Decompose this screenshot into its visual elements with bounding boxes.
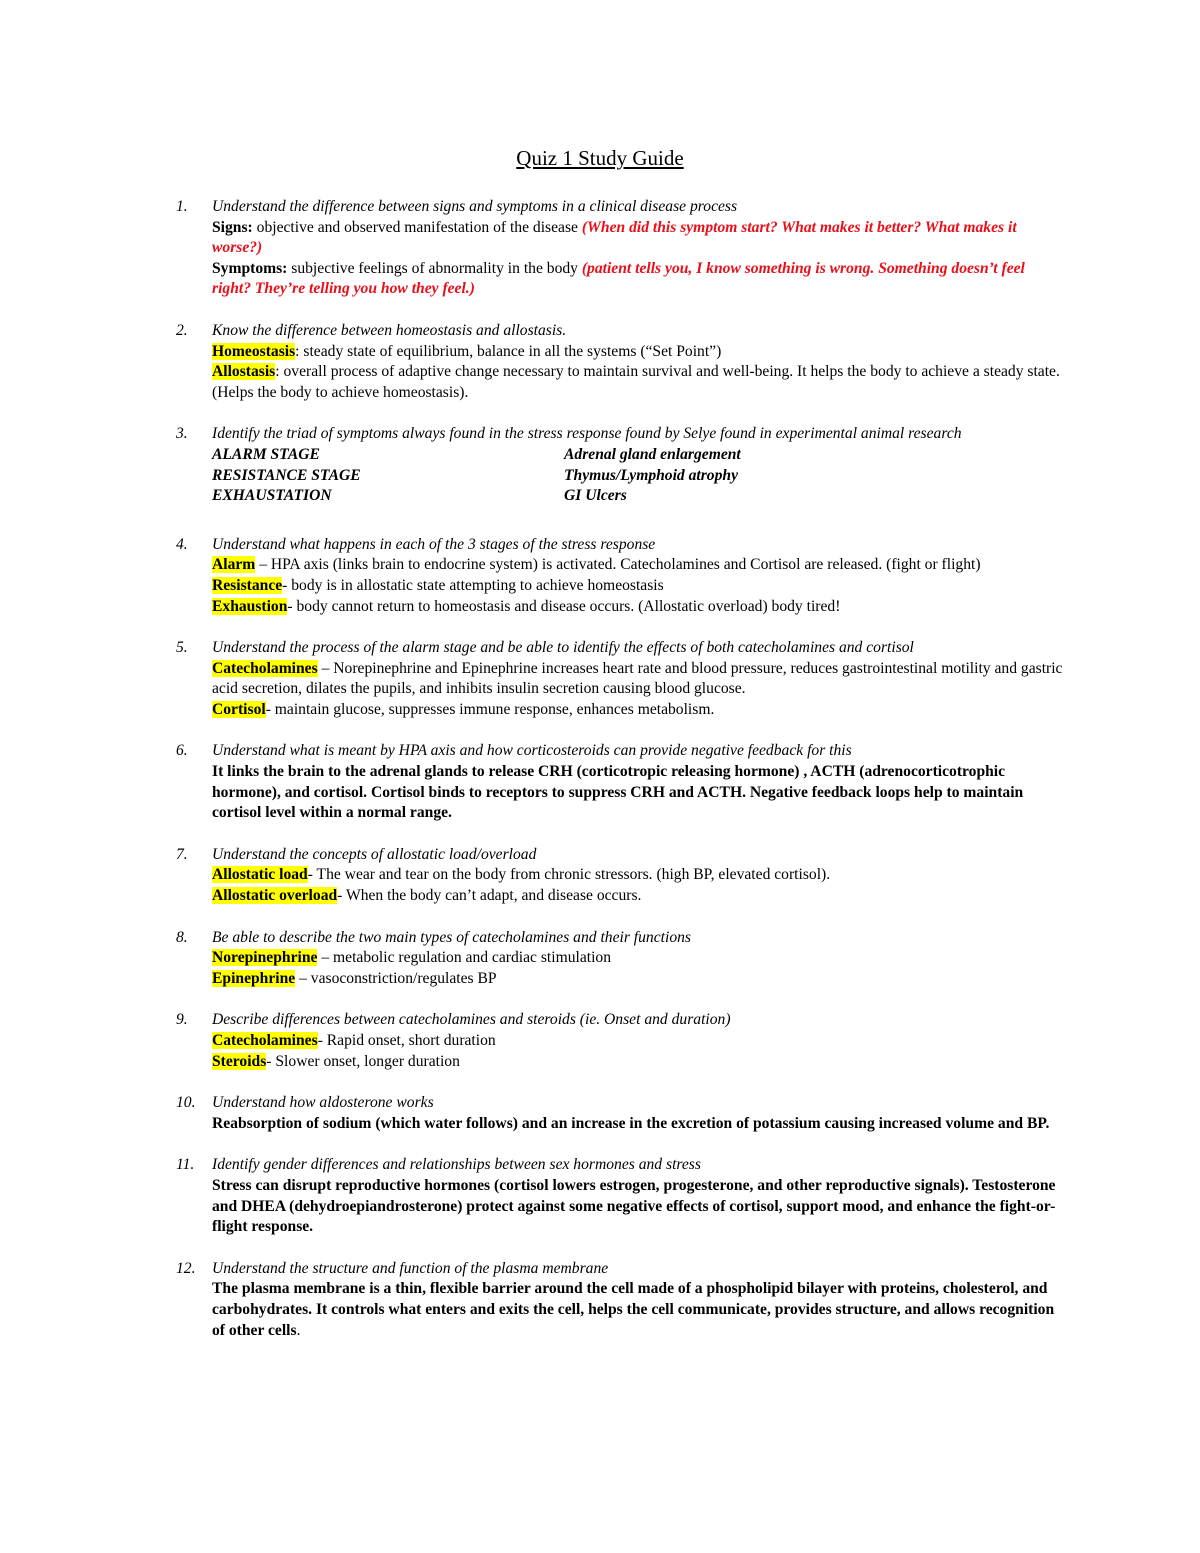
highlighted-term: Exhaustion (212, 597, 288, 615)
page-title: Quiz 1 Study Guide (516, 146, 684, 170)
answer-text: - When the body can’t adapt, and disease occurs. (337, 887, 642, 905)
question-item-3 (176, 424, 1066, 506)
highlighted-term: Resistance (212, 576, 283, 594)
answer-line (212, 1031, 1066, 1052)
question-text: Understand what happens in each of the 3 stages of the stress response (212, 535, 656, 553)
answer-text: objective and observed manifestation of the disease (252, 218, 582, 236)
answer-text: : overall process of adaptive change necessary to maintain survival and well-being. It helps the body to achieve a steady state. (Helps the body to achieve homeostasis). (212, 363, 1060, 401)
highlighted-term: Allostasis (212, 363, 276, 381)
answer-line (212, 597, 1066, 618)
answer-line (212, 886, 1066, 907)
highlighted-term: Alarm (212, 556, 256, 574)
answer-text: - The wear and tear on the body from chronic stressors. (high BP, elevated cortisol). (307, 866, 831, 884)
question-item-5 (176, 638, 1066, 720)
item-number: 8. (176, 928, 188, 946)
answer-text: The plasma membrane is a thin, flexible barrier around the cell made of a phospholipid bilayer with proteins, cholesterol, and carbohydrates. It controls what enters and exits the cell, helps the cell communicate, provides structure, and allows recognition of other cells (212, 1280, 1055, 1339)
question-text: Describe differences between catecholamines and steroids (ie. Onset and duration) (212, 1011, 731, 1029)
question-text: Understand the concepts of allostatic load/overload (212, 845, 537, 863)
question-item-8 (176, 928, 1066, 990)
highlighted-term: Cortisol (212, 700, 266, 718)
question-text: Understand the difference between signs and symptoms in a clinical disease process (212, 198, 738, 215)
answer-text: - maintain glucose, suppresses immune response, enhances metabolism. (265, 700, 715, 718)
question-item-10 (176, 1093, 1066, 1134)
answer-line (212, 865, 1066, 886)
answer-line (212, 342, 1066, 363)
item-number: 7. (176, 845, 188, 863)
answer-text: It links the brain to the adrenal glands to release CRH (corticotropic releasing hormone) , ACTH (adrenocorticotrophic hormone), and cortisol. Cortisol binds to receptors to suppress CRH and ACTH. Negative feedback loops help to maintain cortisol level within a normal range. (212, 763, 1024, 822)
highlighted-term: Allostatic load (212, 866, 308, 884)
question-text: Identify the triad of symptoms always found in the stress response found by Selye found in experimental animal research (212, 425, 962, 443)
item-number: 4. (176, 535, 188, 553)
note-text: (When did this symptom start? What makes it better? What makes it worse?) (212, 218, 1017, 257)
highlighted-term: Epinephrine (212, 969, 296, 987)
question-text: Understand how aldosterone works (212, 1094, 434, 1112)
answer-signs (212, 218, 1066, 259)
highlighted-term: Homeostasis (212, 342, 296, 360)
answer-symptoms (212, 259, 1066, 300)
answer-line (212, 576, 1066, 597)
item-number: 12. (176, 1259, 196, 1277)
item-number: 6. (176, 742, 188, 760)
answer-text: - Slower onset, longer duration (266, 1052, 460, 1070)
question-text: Know the difference between homeostasis and allostasis. (212, 321, 567, 339)
answer-text: Stress can disrupt reproductive hormones (cortisol lowers estrogen, progesterone, and other reproductive signals). Testosterone and DHEA (dehydroepiandrosterone) protect against some negative effects of cortisol, support mood, and enhance the fight-or-flight response. (212, 1176, 1056, 1236)
highlighted-term: Steroids (212, 1052, 267, 1070)
item-number: 5. (176, 639, 188, 657)
stage-symptom: Thymus/Lymphoid atrophy (564, 466, 738, 484)
answer-text: – Norepinephrine and Epinephrine increases heart rate and blood pressure, reduces gastrointestinal motility and gastric acid secretion, dilates the pupils, and inhibits insulin secretion causing blood glucose. (212, 659, 1063, 698)
answer-text: - body cannot return to homeostasis and disease occurs. (Allostatic overload) body tired! (287, 597, 841, 615)
question-item-2 (176, 321, 1066, 403)
question-item-1 (176, 197, 1066, 300)
item-number: 2. (176, 321, 188, 339)
answer-text: subjective feelings of abnormality in the body (287, 259, 582, 277)
question-item-6 (176, 741, 1066, 823)
answer-text: – metabolic regulation and cardiac stimulation (317, 949, 612, 967)
answer-line (212, 1052, 1066, 1073)
highlighted-term: Catecholamines (212, 659, 318, 677)
stage-label: RESISTANCE STAGE (212, 466, 361, 484)
answer-text: : steady state of equilibrium, balance in all the systems (“Set Point”) (295, 342, 722, 360)
answer-text: – vasoconstriction/regulates BP (295, 969, 497, 987)
stage-label: EXHAUSTATION (212, 487, 332, 505)
answer-line (212, 659, 1066, 700)
answer-text: - Rapid onset, short duration (317, 1032, 496, 1049)
stage-symptom: GI Ulcers (564, 487, 627, 505)
stage-label: ALARM STAGE (212, 445, 320, 463)
answer-line (212, 555, 1066, 576)
question-item-12 (176, 1259, 1066, 1341)
question-list (176, 197, 1066, 1341)
item-number: 9. (176, 1011, 188, 1029)
answer-tail: . (296, 1321, 301, 1339)
stage-symptom: Adrenal gland enlargement (564, 445, 741, 463)
question-text: Understand the process of the alarm stage and be able to identify the effects of both catecholamines and cortisol (212, 639, 914, 657)
term-label: Signs: (212, 218, 253, 236)
item-number: 1. (176, 198, 188, 215)
question-item-7 (176, 845, 1066, 907)
item-number: 10. (176, 1094, 196, 1112)
answer-line (212, 362, 1066, 403)
highlighted-term: Catecholamines (212, 1032, 318, 1049)
question-item-4 (176, 535, 1066, 617)
question-text: Understand what is meant by HPA axis and how corticosteroids can provide negative feedback for this (212, 742, 852, 760)
answer-text: - body is in allostatic state attempting to achieve homeostasis (282, 576, 664, 594)
question-text: Identify gender differences and relationships between sex hormones and stress (212, 1156, 701, 1174)
answer-text: – HPA axis (links brain to endocrine system) is activated. Catecholamines and Cortisol are released. (fight or flight) (255, 556, 981, 574)
answer-line (212, 948, 1066, 969)
item-number: 11. (176, 1156, 195, 1174)
answer-line (212, 969, 1066, 990)
answer-text: Reabsorption of sodium (which water follows) and an increase in the excretion of potassium causing increased volume and BP. (212, 1114, 1050, 1132)
highlighted-term: Allostatic overload (212, 887, 338, 905)
question-text: Be able to describe the two main types of catecholamines and their functions (212, 928, 691, 946)
note-text: (patient tells you, I know something is wrong. Something doesn’t feel right? They’re telling you how they feel.) (212, 259, 1025, 298)
stage-table (212, 445, 1066, 507)
answer-line (212, 1279, 1066, 1341)
term-label: Symptoms: (212, 259, 288, 277)
highlighted-term: Norepinephrine (212, 949, 318, 967)
answer-line (212, 700, 1066, 721)
question-item-9 (176, 1010, 1066, 1072)
item-number: 3. (176, 425, 188, 443)
question-text: Understand the structure and function of the plasma membrane (212, 1259, 609, 1277)
question-item-11 (176, 1155, 1066, 1237)
